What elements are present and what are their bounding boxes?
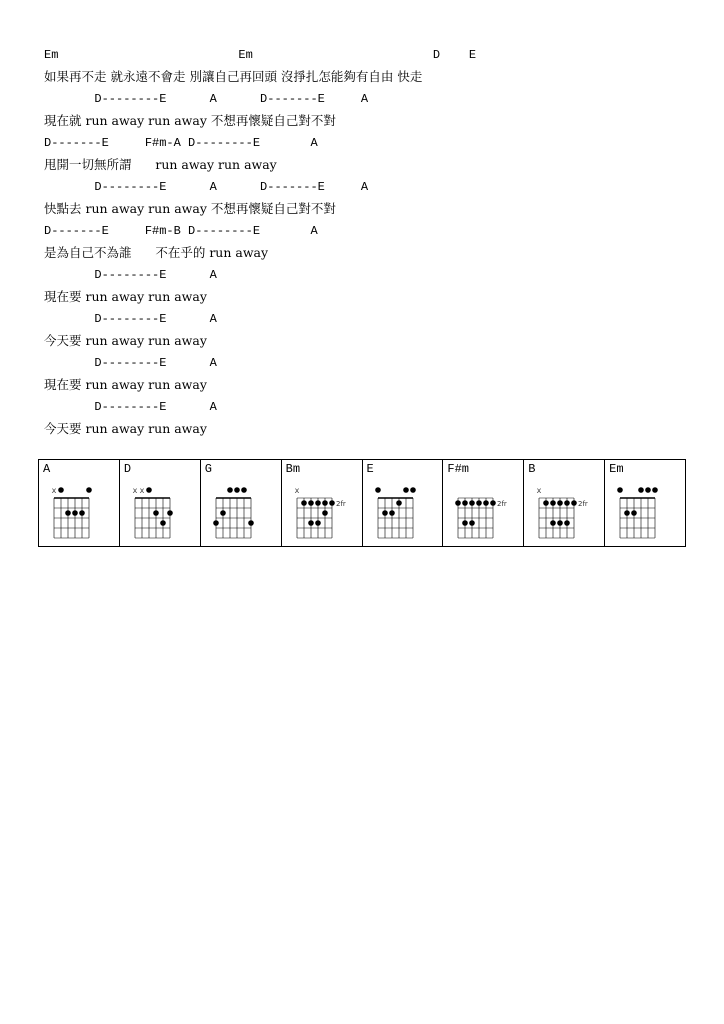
barre-dot bbox=[491, 500, 497, 506]
fret-position-label: 2fr bbox=[578, 500, 589, 508]
open-string-dot bbox=[652, 487, 658, 493]
muted-string-mark: x bbox=[139, 486, 145, 495]
chord-cell bbox=[120, 460, 201, 546]
chord-name: Em bbox=[609, 462, 624, 476]
fretboard-diagram bbox=[201, 460, 281, 546]
lyric-line: 現在要 run away run away bbox=[44, 289, 207, 304]
chord-cell bbox=[443, 460, 524, 546]
finger-dot bbox=[322, 510, 328, 516]
finger-dot bbox=[631, 510, 637, 516]
fretboard-diagram bbox=[39, 460, 119, 546]
barre-dot bbox=[470, 500, 476, 506]
chord-line: D--------E A bbox=[44, 268, 217, 282]
chord-name: D bbox=[123, 462, 132, 476]
open-string-dot bbox=[403, 487, 409, 493]
finger-dot bbox=[160, 520, 166, 526]
lyric-line: 快點去 run away run away 不想再懷疑自己對不對 bbox=[44, 201, 336, 216]
barre-dot bbox=[463, 500, 469, 506]
fretboard-diagram bbox=[363, 460, 443, 546]
finger-dot bbox=[550, 520, 556, 526]
finger-dot bbox=[153, 510, 159, 516]
chord-name: B bbox=[528, 462, 536, 476]
open-string-dot bbox=[617, 487, 623, 493]
chord-line: D--------E A D-------E A bbox=[44, 92, 369, 106]
finger-dot bbox=[396, 500, 402, 506]
finger-dot bbox=[470, 520, 476, 526]
chord-cell bbox=[39, 460, 120, 546]
barre-dot bbox=[564, 500, 570, 506]
finger-dot bbox=[564, 520, 570, 526]
barre-dot bbox=[315, 500, 321, 506]
open-string-dot bbox=[410, 487, 416, 493]
fretboard-diagram bbox=[524, 460, 604, 546]
barre-dot bbox=[484, 500, 490, 506]
lyrics-sheet bbox=[44, 44, 684, 440]
chord-line: D-------E F#m-B D--------E A bbox=[44, 224, 318, 238]
barre-dot bbox=[477, 500, 483, 506]
lyric-line: 現在就 run away run away 不想再懷疑自己對不對 bbox=[44, 113, 336, 128]
lyric-line: 現在要 run away run away bbox=[44, 377, 207, 392]
open-string-dot bbox=[86, 487, 92, 493]
open-string-dot bbox=[241, 487, 247, 493]
chord-cell bbox=[282, 460, 363, 546]
chord-line: D--------E A D-------E A bbox=[44, 180, 369, 194]
open-string-dot bbox=[227, 487, 233, 493]
finger-dot bbox=[167, 510, 173, 516]
chord-cell bbox=[201, 460, 282, 546]
barre-dot bbox=[301, 500, 307, 506]
chord-name: E bbox=[366, 462, 374, 476]
chord-name: A bbox=[43, 462, 51, 476]
finger-dot bbox=[315, 520, 321, 526]
muted-string-mark: x bbox=[294, 486, 299, 495]
chord-line: D--------E A bbox=[44, 356, 217, 370]
chord-name: Bm bbox=[285, 462, 301, 476]
finger-dot bbox=[72, 510, 78, 516]
lyric-line: 甩開一切無所謂 run away run away bbox=[44, 157, 277, 172]
fretboard-diagram bbox=[282, 460, 362, 546]
barre-dot bbox=[543, 500, 549, 506]
chord-line: Em Em D E bbox=[44, 48, 477, 62]
lyric-line: 今天要 run away run away bbox=[44, 421, 207, 436]
chord-name: G bbox=[204, 462, 212, 476]
barre-dot bbox=[329, 500, 335, 506]
fretboard-diagram bbox=[443, 460, 523, 546]
chord-cell bbox=[605, 460, 685, 546]
finger-dot bbox=[557, 520, 563, 526]
open-string-dot bbox=[638, 487, 644, 493]
open-string-dot bbox=[58, 487, 64, 493]
open-string-dot bbox=[645, 487, 651, 493]
finger-dot bbox=[79, 510, 85, 516]
chord-line: D--------E A bbox=[44, 400, 217, 414]
finger-dot bbox=[624, 510, 630, 516]
chord-cell bbox=[524, 460, 605, 546]
open-string-dot bbox=[375, 487, 381, 493]
open-string-dot bbox=[146, 487, 152, 493]
chord-line: D-------E F#m-A D--------E A bbox=[44, 136, 318, 150]
lyric-line: 今天要 run away run away bbox=[44, 333, 207, 348]
barre-dot bbox=[322, 500, 328, 506]
lyric-line: 是為自己不為誰 不在乎的 run away bbox=[44, 245, 269, 260]
finger-dot bbox=[248, 520, 254, 526]
finger-dot bbox=[382, 510, 388, 516]
finger-dot bbox=[389, 510, 395, 516]
lyric-line: 如果再不走 就永遠不會走 別讓自己再回頭 沒掙扎怎能夠有自由 快走 bbox=[44, 69, 423, 84]
barre-dot bbox=[571, 500, 577, 506]
fretboard-diagram bbox=[120, 460, 200, 546]
barre-dot bbox=[557, 500, 563, 506]
finger-dot bbox=[65, 510, 71, 516]
chord-diagram-table bbox=[38, 459, 686, 547]
fretboard-diagram bbox=[605, 460, 685, 546]
barre-dot bbox=[456, 500, 462, 506]
barre-dot bbox=[308, 500, 314, 506]
open-string-dot bbox=[234, 487, 240, 493]
fret-position-label: 2fr bbox=[497, 500, 508, 508]
chord-line: D--------E A bbox=[44, 312, 217, 326]
finger-dot bbox=[220, 510, 226, 516]
chord-cell bbox=[363, 460, 444, 546]
muted-string-mark: x bbox=[536, 486, 542, 495]
muted-string-mark: x bbox=[132, 486, 138, 495]
barre-dot bbox=[550, 500, 556, 506]
muted-string-mark: x bbox=[51, 486, 57, 495]
finger-dot bbox=[308, 520, 314, 526]
fret-position-label: 2fr bbox=[335, 500, 346, 508]
finger-dot bbox=[463, 520, 469, 526]
chord-name: F#m bbox=[447, 462, 469, 476]
finger-dot bbox=[213, 520, 219, 526]
